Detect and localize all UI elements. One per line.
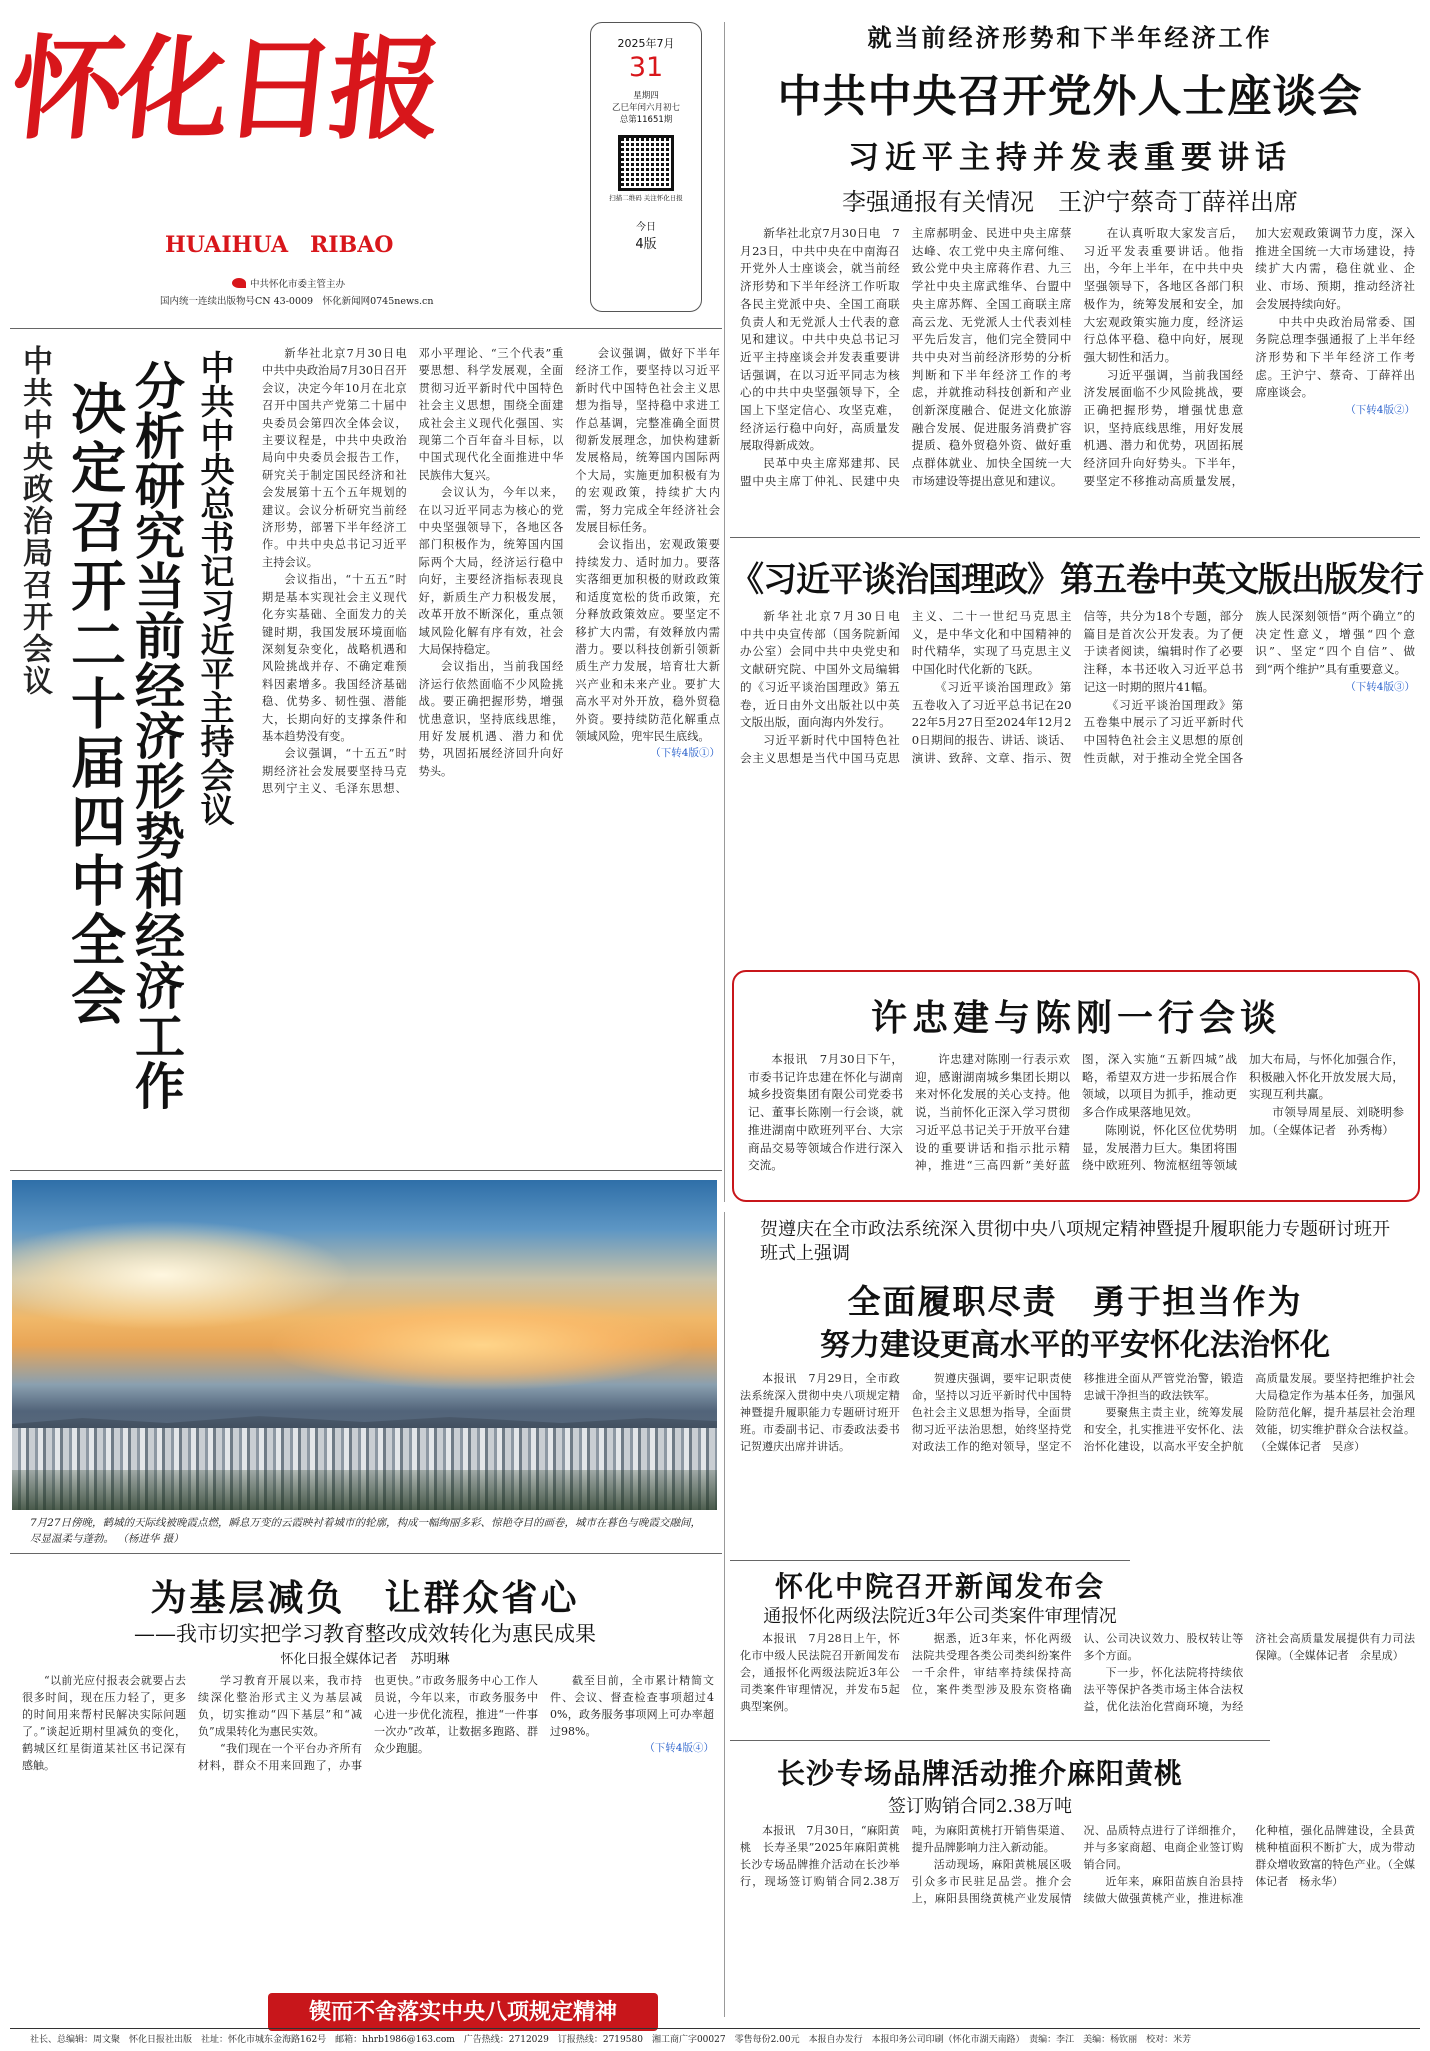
peach-title: 长沙专场品牌活动推介麻阳黄桃 <box>776 1757 1183 1790</box>
lead-subtitle: 习近平主持并发表重要讲话 <box>848 140 1292 176</box>
lead-continue-ref[interactable]: （下转4版②） <box>1345 404 1415 417</box>
politburo-vertical-2: 决定召开二十届四中全会 <box>62 380 127 1029</box>
court-title: 怀化中院召开新闻发布会 <box>774 1570 1105 1603</box>
meeting-box <box>732 970 1420 1202</box>
lead-kicker: 就当前经济形势和下半年经济工作 <box>867 23 1273 52</box>
publication-line <box>160 293 433 307</box>
xi-book-body: 新华社北京7月30日电 中共中央宣传部（国务院新闻办公室）会同中共中央党史和文献研究院、中国外文局编辑的《习近平谈治国理政》第五卷，近日由外文出版社以中英文版出版，面向海内外发行。 习近平新时代中国特色社会主义思想是当代中国马克思主义、二十一世纪马克思主义，是中华文化和中国精神的时代精华，实现了马克思主义中国化时代化新的飞跃。 《习近平谈治国理政》第五卷收入了习近平总书记在2022年5月27日至2024年12月20日期间的报告、讲话、谈话、演讲、致辞、文章、指示、贺信等，共分为18个专题，部分篇目是首次公开发表。为了便于读者阅读，编辑时作了必要注释，本书还收入习近平总书记这一时期的照片41幅。 《习近平谈治国理政》第五卷集中展示了习近平新时代中国特色社会主义思想的原创性贡献，对于推动全党全国各族人民深刻领悟“两个确立”的决定性意义，增强“四个意识”、坚定“四个自信”、做到“两个维护”具有重要意义。 （下转4版③） <box>740 609 1415 765</box>
city-sunset-photo <box>12 1180 717 1510</box>
lead-deck: 李强通报有关情况 王沪宁蔡奇丁薛祥出席 <box>842 188 1298 216</box>
xi-book-continue-ref[interactable]: （下转4版③） <box>1345 680 1415 693</box>
lead-title: 中共中央召开党外人士座谈会 <box>777 71 1363 122</box>
photo-caption-text: 7月27日傍晚，鹤城的天际线被晚霞点燃，瞬息万变的云霞映衬着城市的轮廓，构成一幅绚丽多彩、惊艳夺目的画卷，城市在暮色与晚霞交融间，尽显温柔与蓬勃。 <box>30 1517 702 1545</box>
politburo-vertical-1: 中共中央政治局召开会议 <box>17 345 52 697</box>
date-box <box>590 22 702 312</box>
footer-imprint: 社长、总编辑：周文聚 怀化日报社出版 社址：怀化市城东金海路162号 邮箱：hhrb1986@163.com 广告热线：2712029 订报热线：2719580 湘工商广字00027 零售每份2.00元 本报自办发行 本报印务公司印刷（怀化市湖天南路） 责编：李江 美编：杨钦丽 校对：米芳 <box>30 2035 1192 2045</box>
law-body: 本报讯 7月29日，全市政法系统深入贯彻中央八项规定精神暨提升履职能力专题研讨班开班。市委副书记、市委政法委书记贺遵庆出席并讲话。 贺遵庆强调，要牢记职责使命，坚持以习近平新时代中国特色社会主义思想为指导，全面贯彻习近平法治思想，始终坚持党对政法工作的绝对领导，坚定不移推进全面从严管党治警，锻造忠诚干净担当的政法铁军。 要聚焦主责主业，统筹发展和安全，扎实推进平安怀化、法治怀化建设，以高水平安全护航高质量发展。要坚持把维护社会大局稳定作为基本任务，加强风险防范化解，提升基层社会治理效能，切实维护群众合法权益。（全媒体记者 吴彦） <box>740 1372 1415 1453</box>
xi-book-title: 《习近平谈治国理政》第五卷中英文版出版发行 <box>730 560 1423 600</box>
court-subtitle: 通报怀化两级法院近3年公司类案件审理情况 <box>763 1606 1117 1627</box>
edition-count: 4版 <box>635 237 657 252</box>
law-title-2: 努力建设更高水平的平安怀化法治怀化 <box>820 1328 1330 1363</box>
date-day: 31 <box>628 52 664 83</box>
photo-caption <box>30 1515 710 1547</box>
sponsor-logo-icon <box>232 278 246 288</box>
court-body: 本报讯 7月28日上午，怀化市中级人民法院召开新闻发布会，通报怀化两级法院近3年公司类案件审理情况，并发布5起典型案例。 据悉，近3年来，怀化两级法院共受理各类公司类纠纷案件一千余件，审结率持续保持高位，案件类型涉及股东资格确认、公司决议效力、股权转让等多个方面。 下一步，怀化法院将持续依法平等保护各类市场主体合法权益，优化法治化营商环境，为经济社会高质量发展提供有力司法保障。（全媒体记者 余星成） <box>740 1632 1415 1713</box>
date-month: 2025年7月 <box>617 37 675 50</box>
politburo-body: 新华社北京7月30日电 中共中央政治局7月30日召开会议，决定今年10月在北京召开中国共产党第二十届中央委员会第四次全体会议，主要议程是，中共中央政治局向中央委员会报告工作，研究关于制定国民经济和社会发展第十五个五年规划的建议。会议分析研究当前经济形势，部署下半年经济工作。中共中央总书记习近平主持会议。 会议指出，“十五五”时期是基本实现社会主义现代化夯实基础、全面发力的关键时期，我国发展环境面临深刻复杂变化，战略机遇和风险挑战并存、不确定难预料因素增多。我国经济基础稳、优势多、韧性强、潜能大，长期向好的支撑条件和基本趋势没有变。 会议强调，“十五五”时期经济社会发展要坚持马克思列宁主义、毛泽东思想、邓小平理论、“三个代表”重要思想、科学发展观，全面贯彻习近平新时代中国特色社会主义思想，围绕全面建成社会主义现代化强国、实现第二个百年奋斗目标，以中国式现代化全面推进中华民族伟大复兴。 会议认为，今年以来，在以习近平同志为核心的党中央坚强领导下，各地区各部门积极作为，统筹国内国际两个大局，经济运行稳中向好，主要经济指标表现良好，新质生产力积极发展，改革开放不断深化，重点领域风险化解有序有效，社会大局保持稳定。 会议指出，当前我国经济运行依然面临不少风险挑战。要正确把握形势，增强忧患意识，坚持底线思维，用好发展机遇、潜力和优势，巩固拓展经济回升向好势头。 会议强调，做好下半年经济工作，要坚持以习近平新时代中国特色社会主义思想为指导，坚持稳中求进工作总基调，完整准确全面贯彻新发展理念，加快构建新发展格局，统筹国内国际两个大局，实施更加积极有为的宏观政策，持续扩大内需，努力完成全年经济社会发展目标任务。 会议指出，宏观政策要持续发力、适时加力。要落实落细更加积极的财政政策和适度宽松的货币政策，充分释放政策效应。要坚定不移扩大内需，有效释放内需潜力。要以科技创新引领新质生产力发展，培育壮大新兴产业和未来产业。要扩大高水平对外开放，稳外贸稳外资。要持续防范化解重点领域风险，兜牢民生底线。 （下转4版①） <box>262 347 720 796</box>
lunar-date: 乙巳年闰六月初七 <box>611 103 680 113</box>
grassroots-subtitle: ——我市切实把学习教育整改成效转化为惠民成果 <box>134 1622 596 1646</box>
meeting-body: 本报讯 7月30日下午，市委书记许忠建在怀化与湖南城乡投资集团有限公司党委书记、董事长陈刚一行会谈，就推进湖南中欧班列平台、大宗商品交易等领域合作进行深入交流。 许忠建对陈刚一行表示欢迎，感谢湖南城乡集团长期以来对怀化发展的关心支持。他说，当前怀化正深入学习贯彻习近平总书记关于开放平台建设的重要讲话和指示批示精神，推进“三高四新”美好蓝图，深入实施“五新四城”战略，希望双方进一步拓展合作领域，以项目为抓手，推动更多合作成果落地见效。 陈刚说，怀化区位优势明显，发展潜力巨大。集团将围绕中欧班列、物流枢纽等领域加大布局，与怀化加强合作，积极融入怀化开放发展大局，实现互利共赢。 市领导周星辰、刘晓明参加。（全媒体记者 孙秀梅） <box>748 1052 1404 1173</box>
publication-no: 国内统一连续出版物号CN 43-0009 <box>160 296 314 307</box>
masthead <box>0 0 590 258</box>
qr-code <box>618 135 674 191</box>
grassroots-body: “以前光应付报表会就要占去很多时间，现在压力轻了，更多的时间用来帮村民解决实际问题了。”谈起近期村里减负的变化，鹤城区红星街道某社区书记深有感触。 学习教育开展以来，我市持续深化整治形式主义为基层减负，切实推动“四下基层”和“减负”成果转化为惠民实效。 “我们现在一个平台办齐所有材料，群众不用来回跑了，办事也更快。”市政务服务中心工作人员说，今年以来，市政务服务中心进一步优化流程，推进“一件事一次办”改革，让数据多跑路、群众少跑腿。 截至目前，全市累计精简文件、会议、督查检查事项超过40%，政务服务事项网上可办率超过98%。 （下转4版④） <box>22 1674 714 1772</box>
law-title-1: 全面履职尽责 勇于担当作为 <box>847 1282 1303 1321</box>
politburo-vertical-4: 中共中央总书记习近平主持会议 <box>194 350 234 826</box>
issue-no: 总第11651期 <box>619 115 673 125</box>
grassroots-byline: 怀化日报全媒体记者 苏明琳 <box>280 1652 450 1667</box>
law-kicker: 贺遵庆在全市政法系统深入贯彻中央八项规定精神暨提升履职能力专题研讨班开班式上强调 <box>760 1219 1390 1264</box>
masthead-pinyin: HUAIHUA RIBAO <box>165 232 394 258</box>
website: 怀化新闻网0745news.cn <box>322 296 434 307</box>
politburo-vertical-3: 分析研究当前经济形势和经济工作 <box>127 360 186 1110</box>
lead-body: 新华社北京7月30日电 7月23日，中共中央在中南海召开党外人士座谈会，就当前经济形势和下半年经济工作听取各民主党派中央、全国工商联负责人和无党派人士代表的意见和建议。中共中央总书记习近平主持座谈会并发表重要讲话强调，在以习近平同志为核心的中共中央坚强领导下，全国上下坚定信心、攻坚克难，经济运行稳中向好，高质量发展取得新成效。 民革中央主席郑建邦、民盟中央主席丁仲礼、民建中央主席郝明金、民进中央主席蔡达峰、农工党中央主席何维、致公党中央主席蒋作君、九三学社中央主席武维华、台盟中央主席苏辉、全国工商联主席高云龙、无党派人士代表刘桂平先后发言，他们完全赞同中共中央对当前经济形势的分析判断和下半年经济工作的考虑，并就推动科技创新和产业创新深度融合、促进文化旅游融合发展、促进服务消费扩容提质、稳外贸稳外资、做好重点群体就业、加快全国统一大市场建设等提出意见和建议。 在认真听取大家发言后，习近平发表重要讲话。他指出，今年上半年，在中共中央坚强领导下，各地区各部门积极作为，统筹发展和安全，加大宏观政策实施力度，经济运行总体平稳、稳中向好，展现强大韧性和活力。 习近平强调，当前我国经济发展面临不少风险挑战，要正确把握形势，增强忧患意识，坚持底线思维，用好发展机遇、潜力和优势，巩固拓展经济回升向好势头。下半年，要坚定不移推动高质量发展，加大宏观政策调节力度，深入推进全国统一大市场建设，持续扩大内需，稳住就业、企业、市场、预期，推动经济社会发展持续向好。 中共中央政治局常委、国务院总理李强通报了上半年经济形势和下半年经济工作考虑。王沪宁、蔡奇、丁薛祥出席座谈会。 （下转4版②） <box>740 226 1415 488</box>
grassroots-continue-ref[interactable]: （下转4版④） <box>644 1742 714 1754</box>
grassroots-title: 为基层减负 让群众省心 <box>150 1577 580 1619</box>
photo-credit: （杨进华 摄） <box>117 1533 184 1545</box>
weekday: 星期四 <box>633 91 659 101</box>
qr-caption: 扫描二维码 关注怀化日报 <box>609 194 683 202</box>
sponsor-line <box>232 276 345 290</box>
peach-body: 本报讯 7月30日，“麻阳黄桃 长寿圣果”2025年麻阳黄桃长沙专场品牌推介活动在长沙举行，现场签订购销合同2.38万吨，为麻阳黄桃打开销售渠道、提升品牌影响力注入新动能。 活动现场，麻阳黄桃展区吸引众多市民驻足品尝。推介会上，麻阳县围绕黄桃产业发展情况、品质特点进行了详细推介，并与多家商超、电商企业签订购销合同。 近年来，麻阳苗族自治县持续做大做强黄桃产业，推进标准化种植，强化品牌建设，全县黄桃种植面积不断扩大，成为带动群众增收致富的特色产业。（全媒体记者 杨永华） <box>740 1824 1415 1905</box>
slogan-banner: 锲而不舍落实中央八项规定精神 <box>268 1993 658 2031</box>
masthead-title: 怀化日报 <box>5 24 443 155</box>
edition-label: 今日 <box>636 222 656 233</box>
meeting-title: 许忠建与陈刚一行会谈 <box>870 997 1281 1039</box>
peach-subtitle: 签订购销合同2.38万吨 <box>887 1796 1073 1817</box>
politburo-continue-ref[interactable]: （下转4版①） <box>650 747 720 760</box>
sponsor: 中共怀化市委主管主办 <box>250 279 346 290</box>
